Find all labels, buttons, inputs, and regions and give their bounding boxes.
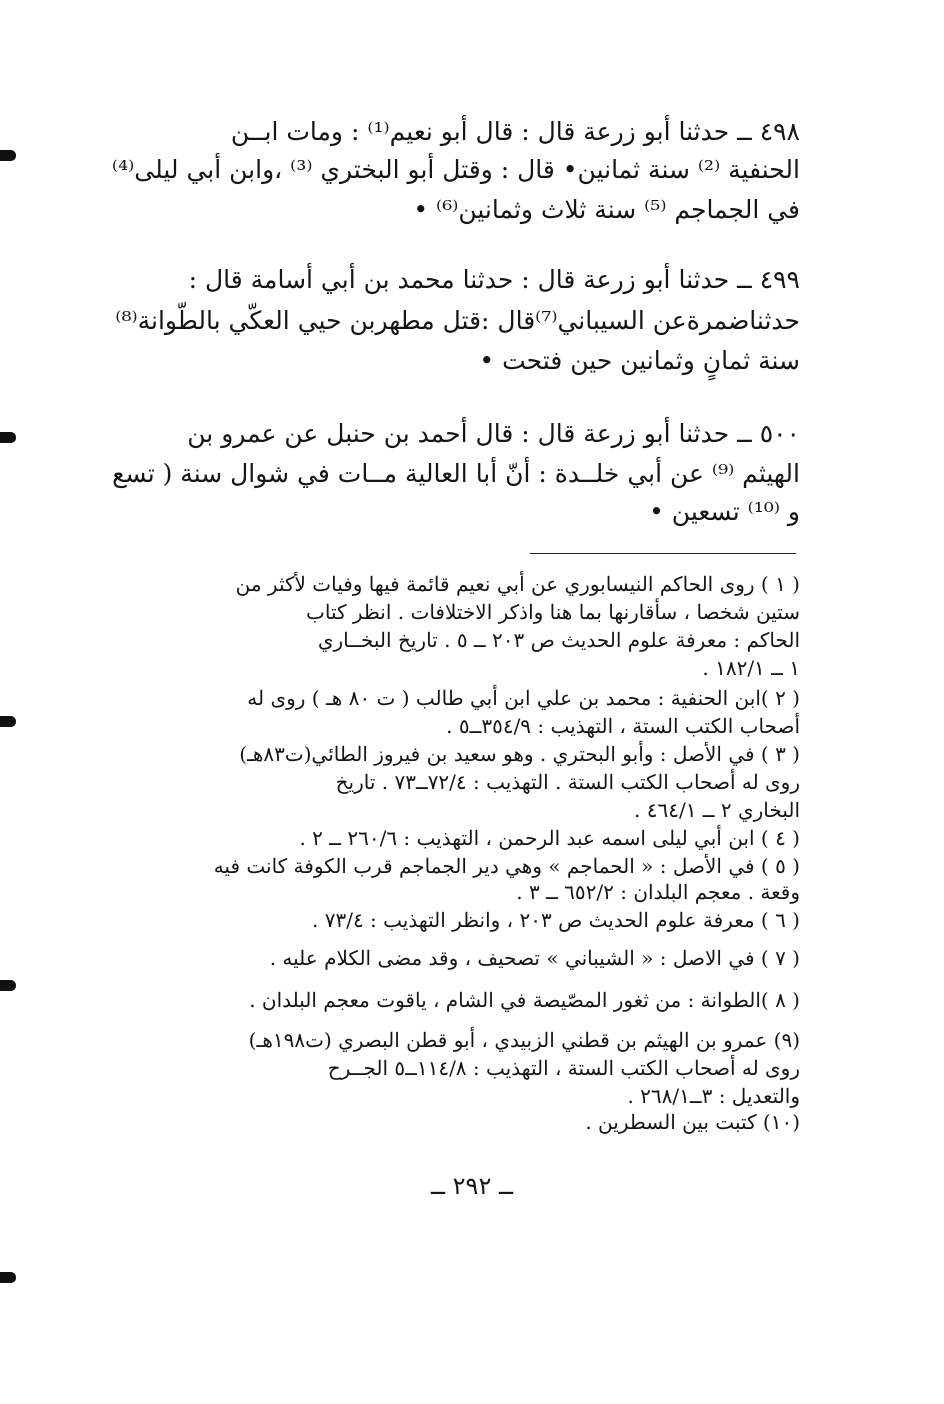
footnote-separator [530,553,796,554]
text-line: ٥٠٠ ــ حدثنا أبو زرعة قال : قال أحمد بن حنبل عن عمرو بن [187,419,800,448]
footnote-line: ( ٦ ) معرفة علوم الحديث ص ٢٠٣ ، وانظر التهذيب : ٧٣/٤ . [312,908,800,932]
text-line: في الجماجم ⁽⁵⁾ سنة ثلاث وثمانين⁽⁶⁾ • [413,195,800,224]
footnote-line: ( ٧ ) في الاصل : « الشيباني » تصحيف ، وقد مضى الكلام عليه . [269,946,800,970]
footnote-line: أصحاب الكتب الستة ، التهذيب : ٣٥٤/٩ــ٥ . [446,714,800,738]
footnote-line: وقعة . معجم البلدان : ٦٥٢/٢ ــ ٣ . [516,880,800,904]
footnote-line: البخاري ٢ ــ ٤٦٤/١ . [634,798,800,822]
footnote-line: ستين شخصا ، سأقارنها بما هنا واذكر الاختلافات . انظر كتاب [306,600,800,624]
text-line: ٤٩٩ ــ حدثنا أبو زرعة قال : حدثنا محمد بن أبي أسامة قال : [188,265,800,294]
page-number: ــ ٢٩٢ ــ [430,1172,514,1200]
footnote-line: ( ٣ ) في الأصل : وأبو البحتري . وهو سعيد بن فيروز الطائي(ت٨٣هـ) [239,742,800,766]
scan-edge-mark [0,1272,16,1283]
footnote-line: ( ٢ )ابن الحنفية : محمد بن علي ابن أبي طالب ( ت ٨٠ هـ ) روى له [247,686,800,710]
scan-edge-mark [0,432,16,443]
footnote-line: الحاكم : معرفة علوم الحديث ص ٢٠٣ ــ ٥ . تاريخ البخــاري [317,628,800,652]
text-line: الحنفية ⁽²⁾ سنة ثمانين• قال : وقتل أبو البختري ⁽³⁾ ،وابن أبي ليلى⁽⁴⁾ [111,155,800,184]
footnote-line: والتعديل : ٣ــ٢٦٨/١ . [627,1084,800,1108]
footnote-line: (٩) عمرو بن الهيثم بن قطني الزبيدي ، أبو قطن البصري (ت١٩٨هـ) [248,1028,800,1052]
footnote-line: ( ٥ ) في الأصل : « الحماجم » وهي دير الجماجم قرب الكوفة كانت فيه [213,854,800,878]
footnote-line: روى له أصحاب الكتب الستة ، التهذيب : ١١٤/٨ــ٥ الجــرح [327,1056,800,1080]
text-line: الهيثم ⁽⁹⁾ عن أبي خلــدة : أنّ أبا العالية مــات في شوال سنة ( تسع [112,459,800,488]
scan-edge-mark [0,716,16,727]
footnote-line: ( ٨ )الطوانة : من ثغور المصّيصة في الشام ، ياقوت معجم البلدان . [249,988,800,1012]
text-line: ٤٩٨ ــ حدثنا أبو زرعة قال : قال أبو نعيم⁽¹⁾ : ومات ابــن [230,117,800,146]
footnote-line: (١٠) كتبت بين السطرين . [585,1110,800,1134]
footnote-line: روى له أصحاب الكتب الستة . التهذيب : ٧٢/٤ــ٧٣ . تاريخ [335,770,800,794]
scan-edge-mark [0,150,16,161]
text-line: و ⁽¹⁰⁾ تسعين • [649,497,800,526]
footnote-line: ( ١ ) روى الحاكم النيسابوري عن أبي نعيم قائمة فيها وفيات لأكثر من [235,572,800,596]
footnote-line: ١ ــ ١٨٢/١ . [702,656,800,680]
text-line: سنة ثمانٍ وثمانين حين فتحت • [479,346,800,375]
scan-edge-mark [0,980,16,991]
text-line: حدثناضمرةعن السيباني⁽⁷⁾قال :قتل مطهربن حيي العكّي بالطّوانة⁽⁸⁾ [115,306,800,335]
footnote-line: ( ٤ ) ابن أبي ليلى اسمه عبد الرحمن ، التهذيب : ٢٦٠/٦ ــ ٢ . [299,826,800,850]
